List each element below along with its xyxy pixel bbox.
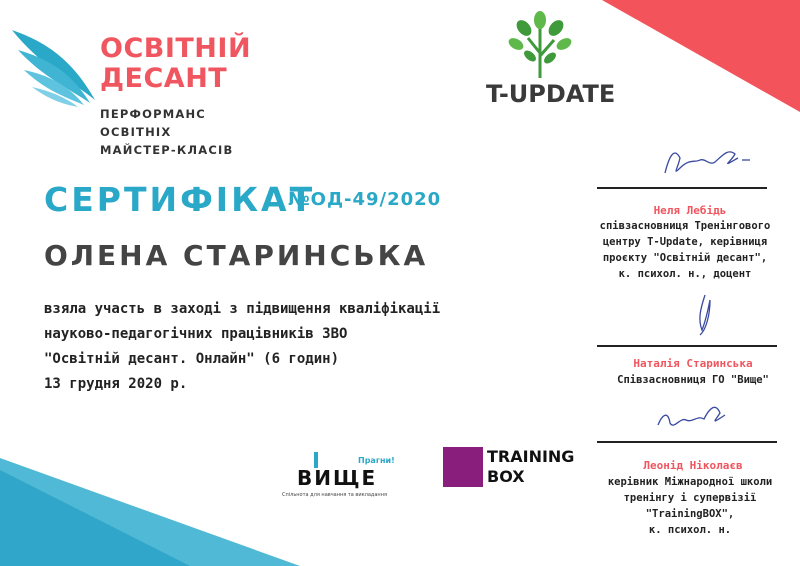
certificate-title: СЕРТИФІКАТ bbox=[44, 180, 316, 219]
signature-2-line bbox=[597, 345, 777, 347]
logo-title-line2: ДЕСАНТ bbox=[100, 63, 228, 94]
signature-3-line bbox=[597, 441, 777, 443]
body-line-1: взяла участь в заході з підвищення кваліфікації bbox=[44, 301, 441, 317]
body-line-2: науково-педагогічних працівників ЗВО bbox=[44, 326, 348, 342]
body-line-4: 13 грудня 2020 р. bbox=[44, 376, 188, 392]
signatory-3-role-4: к. психол. н. bbox=[648, 524, 732, 536]
signatory-1-role-2: центру T-Update, керівниця bbox=[602, 236, 768, 248]
signatory-1-name: Неля Лебідь bbox=[653, 204, 727, 217]
trainingbox-text bbox=[487, 447, 574, 487]
vyshche-subtitle: Спільнота для навчання та викладання bbox=[282, 492, 387, 498]
body-line-3: "Освітній десант. Онлайн" (6 годин) bbox=[44, 351, 340, 367]
certificate-number: №ОД-49/2020 bbox=[288, 189, 442, 210]
signatory-1-role-4: к. психол. н., доцент bbox=[618, 268, 752, 280]
logo-sub-line3: МАЙСТЕР-КЛАСІВ bbox=[100, 143, 234, 157]
signatory-3-name: Леонід Ніколаєв bbox=[643, 459, 743, 472]
logo-sub-line1: ПЕРФОРМАНС bbox=[100, 107, 206, 121]
signatory-3-role-2: тренінгу і супервізії bbox=[623, 492, 757, 504]
signatory-1-role-1: співзасновниця Тренінгового bbox=[599, 220, 771, 232]
recipient-name: ОЛЕНА СТАРИНСЬКА bbox=[44, 239, 429, 272]
signatory-3-role-1: керівник Міжнародної школи bbox=[607, 476, 773, 488]
signatory-3-role-3: "TrainingBOX", bbox=[645, 508, 735, 520]
trainingbox-logo-square bbox=[443, 447, 483, 487]
wing-logo-icon bbox=[10, 25, 100, 110]
signature-1-icon bbox=[650, 138, 760, 188]
signatory-1-role-3: проєкту "Освітній десант", bbox=[602, 252, 768, 264]
trainingbox-line1: TRAINING bbox=[487, 447, 575, 466]
signature-2-icon bbox=[680, 290, 730, 340]
signatory-2-role-1: Співзасновниця ГО "Вище" bbox=[617, 374, 769, 386]
tupdate-text: T-UPDATE bbox=[486, 80, 616, 108]
vyshche-logo bbox=[282, 440, 402, 500]
logo-sub-line2: ОСВІТНІХ bbox=[100, 125, 172, 139]
vyshche-tagline: Прагни! bbox=[358, 456, 395, 465]
signature-3-icon bbox=[650, 395, 740, 440]
signatory-2-name: Наталія Старинська bbox=[633, 357, 753, 370]
vyshche-word: ВИЩЕ bbox=[297, 466, 378, 490]
logo-title-line1: ОСВІТНІЙ bbox=[100, 33, 252, 64]
tree-logo-icon bbox=[500, 8, 580, 80]
signature-1-line bbox=[597, 187, 767, 189]
trainingbox-line2: BOX bbox=[487, 467, 525, 486]
